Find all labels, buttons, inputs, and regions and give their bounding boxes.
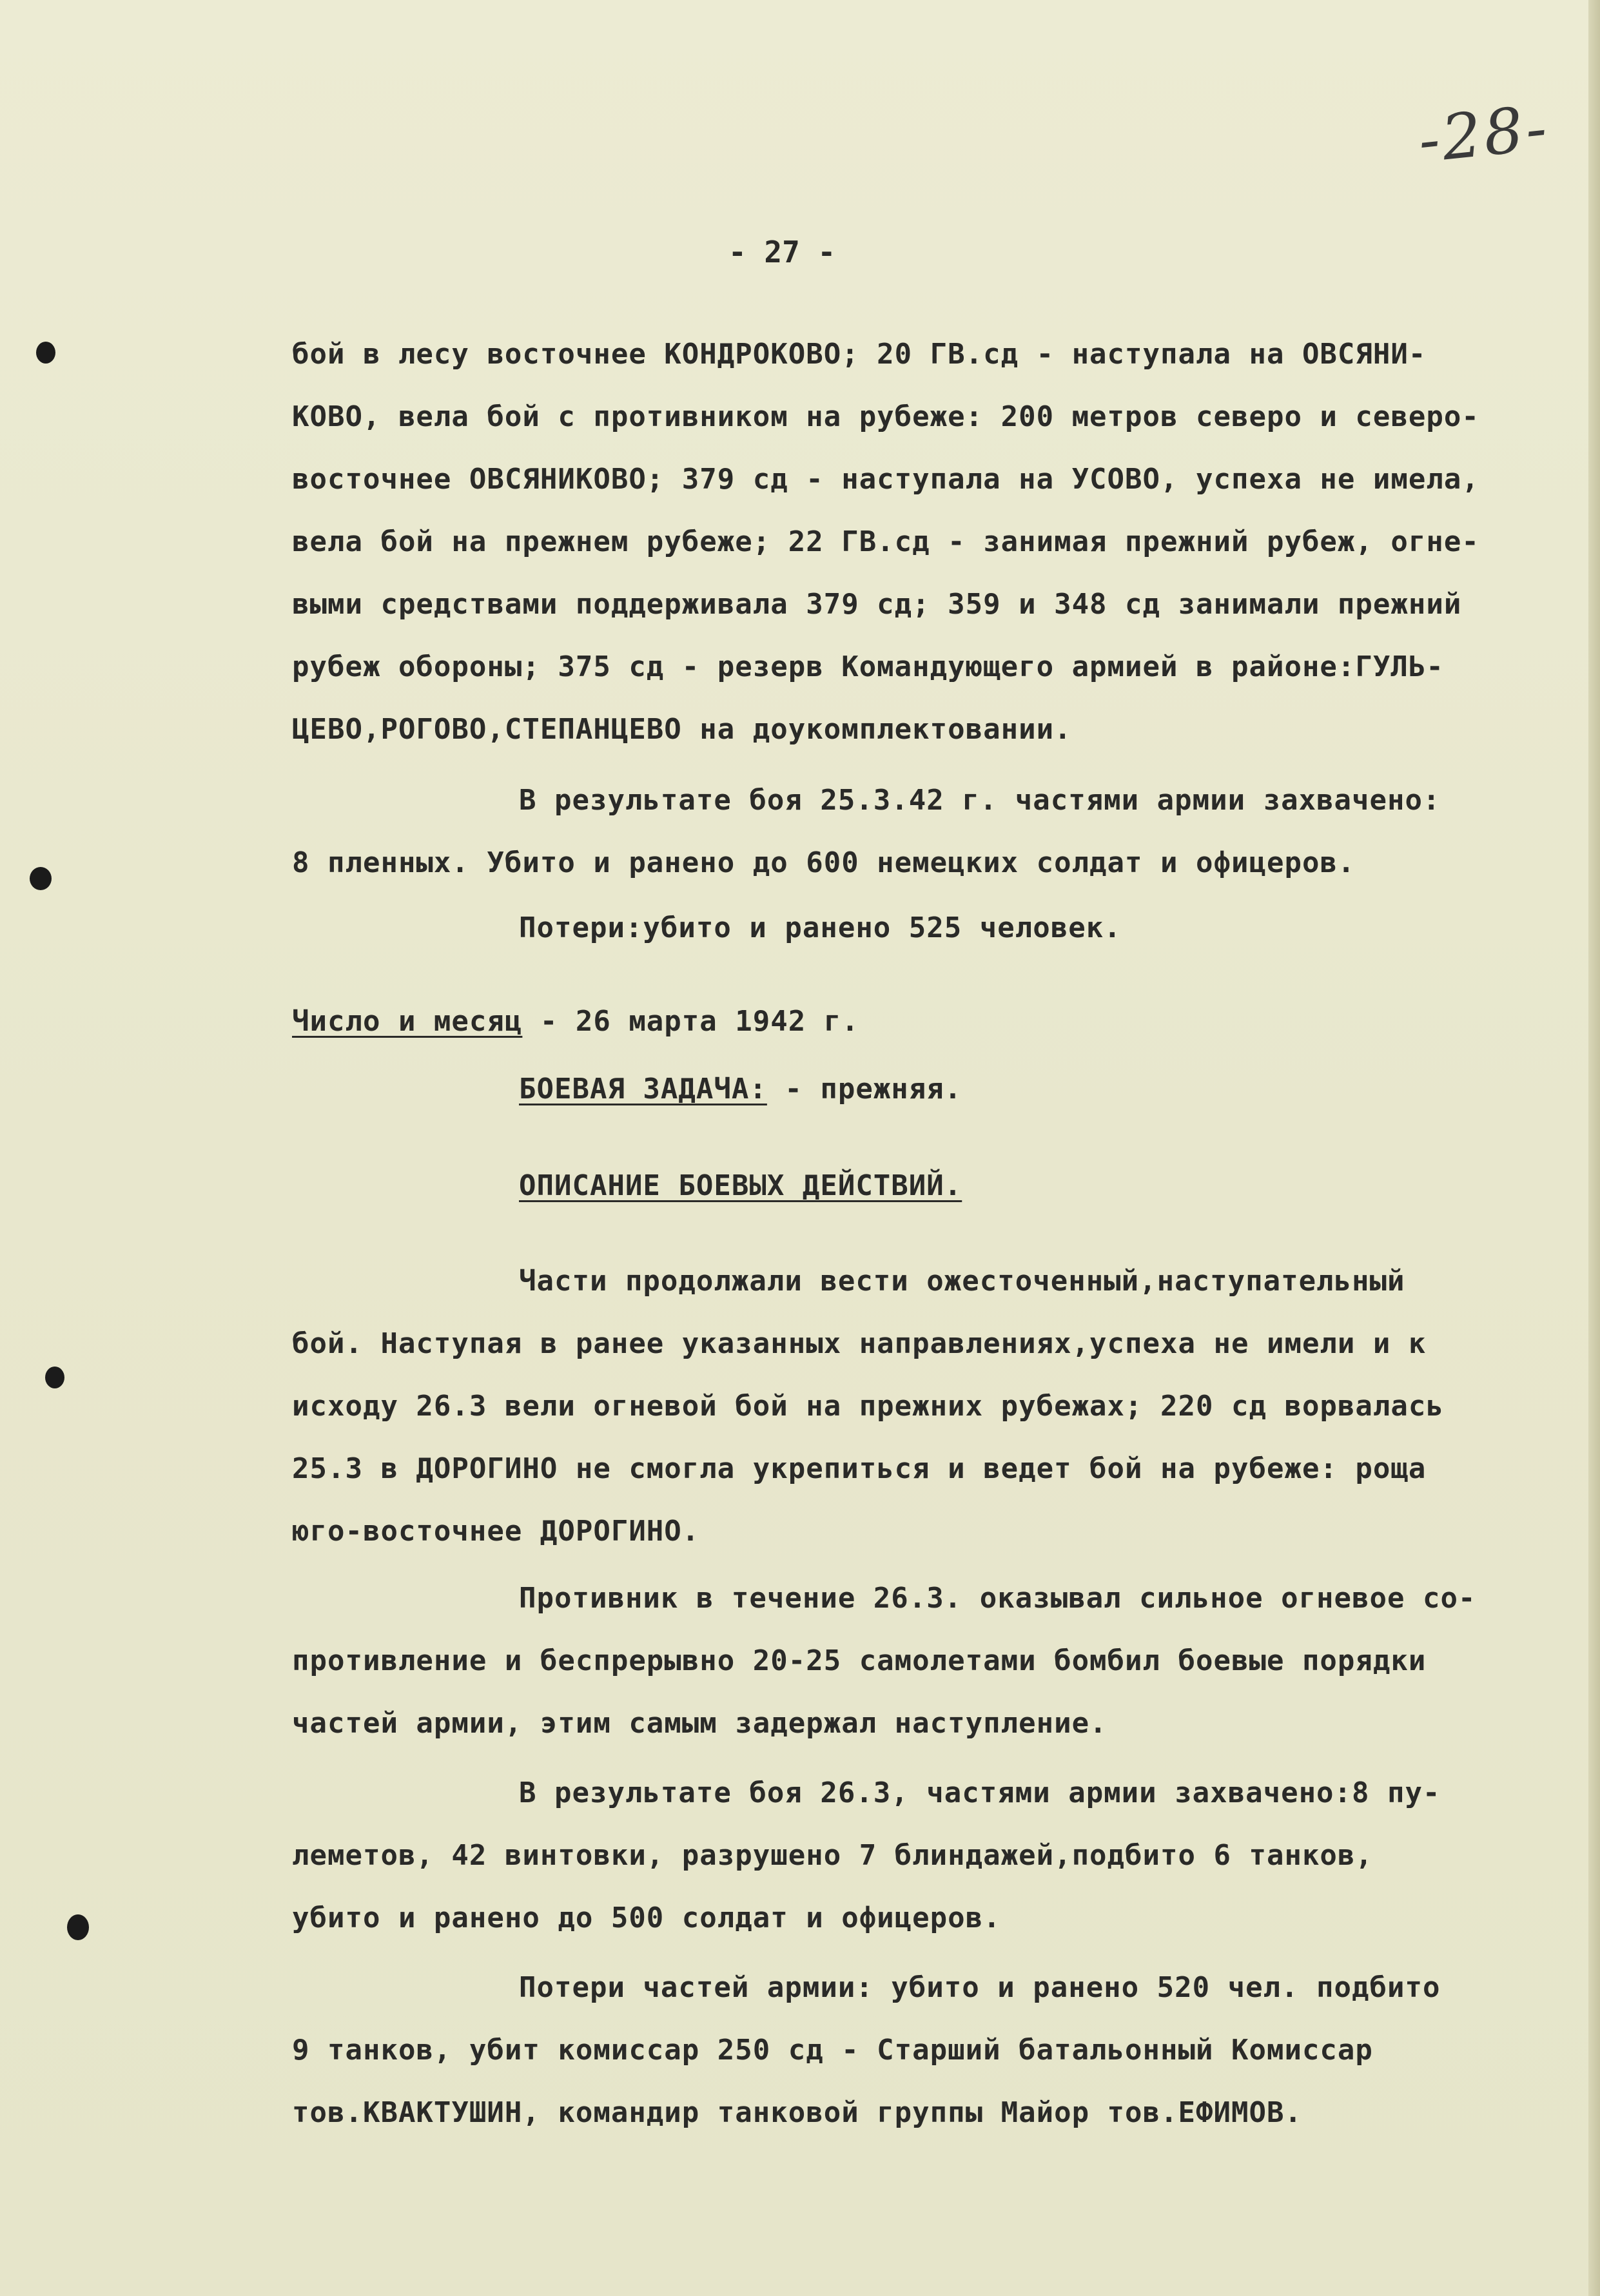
text-line: тов.КВАКТУШИН, командир танковой группы Майор тов.ЕФИМОВ. — [292, 2096, 1302, 2129]
text-line: восточнее ОВСЯНИКОВО; 379 сд - наступала на УСОВО, успеха не имела, — [292, 463, 1479, 496]
text-line: леметов, 42 винтовки, разрушено 7 блиндажей,подбито 6 танков, — [292, 1839, 1373, 1872]
section-heading: ОПИСАНИЕ БОЕВЫХ ДЕЙСТВИЙ. — [519, 1169, 962, 1202]
page-edge — [1588, 0, 1600, 2296]
text-line: выми средствами поддерживала 379 сд; 359 и 348 сд занимали прежний — [292, 588, 1462, 621]
task-value: - прежняя. — [766, 1073, 962, 1105]
text-line: КОВО, вела бой с противником на рубеже: 200 метров северо и северо- — [292, 400, 1479, 433]
text-line: В результате боя 25.3.42 г. частями армии захвачено: — [519, 784, 1441, 817]
date-line — [292, 1002, 859, 1041]
text-line: убито и ранено до 500 солдат и офицеров. — [292, 1902, 1001, 1934]
task-label: БОЕВАЯ ЗАДАЧА: — [519, 1073, 767, 1105]
text-line: частей армии, этим самым задержал наступление. — [292, 1707, 1107, 1740]
text-line: противление и беспрерывно 20-25 самолетами бомбил боевые порядки — [292, 1644, 1427, 1677]
text-line: 8 пленных. Убито и ранено до 600 немецких солдат и офицеров. — [292, 846, 1356, 879]
page-number: - 27 - — [728, 235, 836, 269]
date-label: Число и месяц — [292, 1005, 523, 1038]
text-line: юго-восточнее ДОРОГИНО. — [292, 1515, 700, 1548]
punch-hole — [67, 1914, 89, 1940]
date-value: - 26 марта 1942 г. — [522, 1005, 859, 1038]
text-line: 9 танков, убит комиссар 250 сд - Старший батальонный Комиссар — [292, 2034, 1373, 2067]
text-line: Противник в течение 26.3. оказывал сильное огневое со- — [519, 1582, 1476, 1615]
punch-hole — [45, 1367, 64, 1388]
text-line: бой в лесу восточнее КОНДРОКОВО; 20 ГВ.сд - наступала на ОВСЯНИ- — [292, 338, 1427, 371]
text-line: 25.3 в ДОРОГИНО не смогла укрепиться и ведет бой на рубеже: роща — [292, 1452, 1427, 1485]
text-line: Потери:убито и ранено 525 человек. — [519, 911, 1122, 944]
text-line: В результате боя 26.3, частями армии захвачено:8 пу- — [519, 1776, 1441, 1809]
text-line: бой. Наступая в ранее указанных направлениях,успеха не имели и к — [292, 1327, 1427, 1360]
text-line: исходу 26.3 вели огневой бой на прежних рубежах; 220 сд ворвалась — [292, 1390, 1444, 1423]
text-line: Части продолжали вести ожесточенный,наступательный — [519, 1265, 1405, 1298]
text-line: рубеж обороны; 375 сд - резерв Командующего армией в районе:ГУЛЬ- — [292, 650, 1444, 683]
text-line: Потери частей армии: убито и ранено 520 чел. подбито — [519, 1971, 1441, 2004]
task-line — [519, 1070, 962, 1109]
text-line: ЦЕВО,РОГОВО,СТЕПАНЦЕВО на доукомплектовании. — [292, 713, 1072, 746]
punch-hole — [30, 867, 52, 890]
handwritten-page-number: -28- — [1414, 91, 1553, 177]
text-line: вела бой на прежнем рубеже; 22 ГВ.сд - занимая прежний рубеж, огне- — [292, 525, 1479, 558]
punch-hole — [36, 342, 55, 364]
